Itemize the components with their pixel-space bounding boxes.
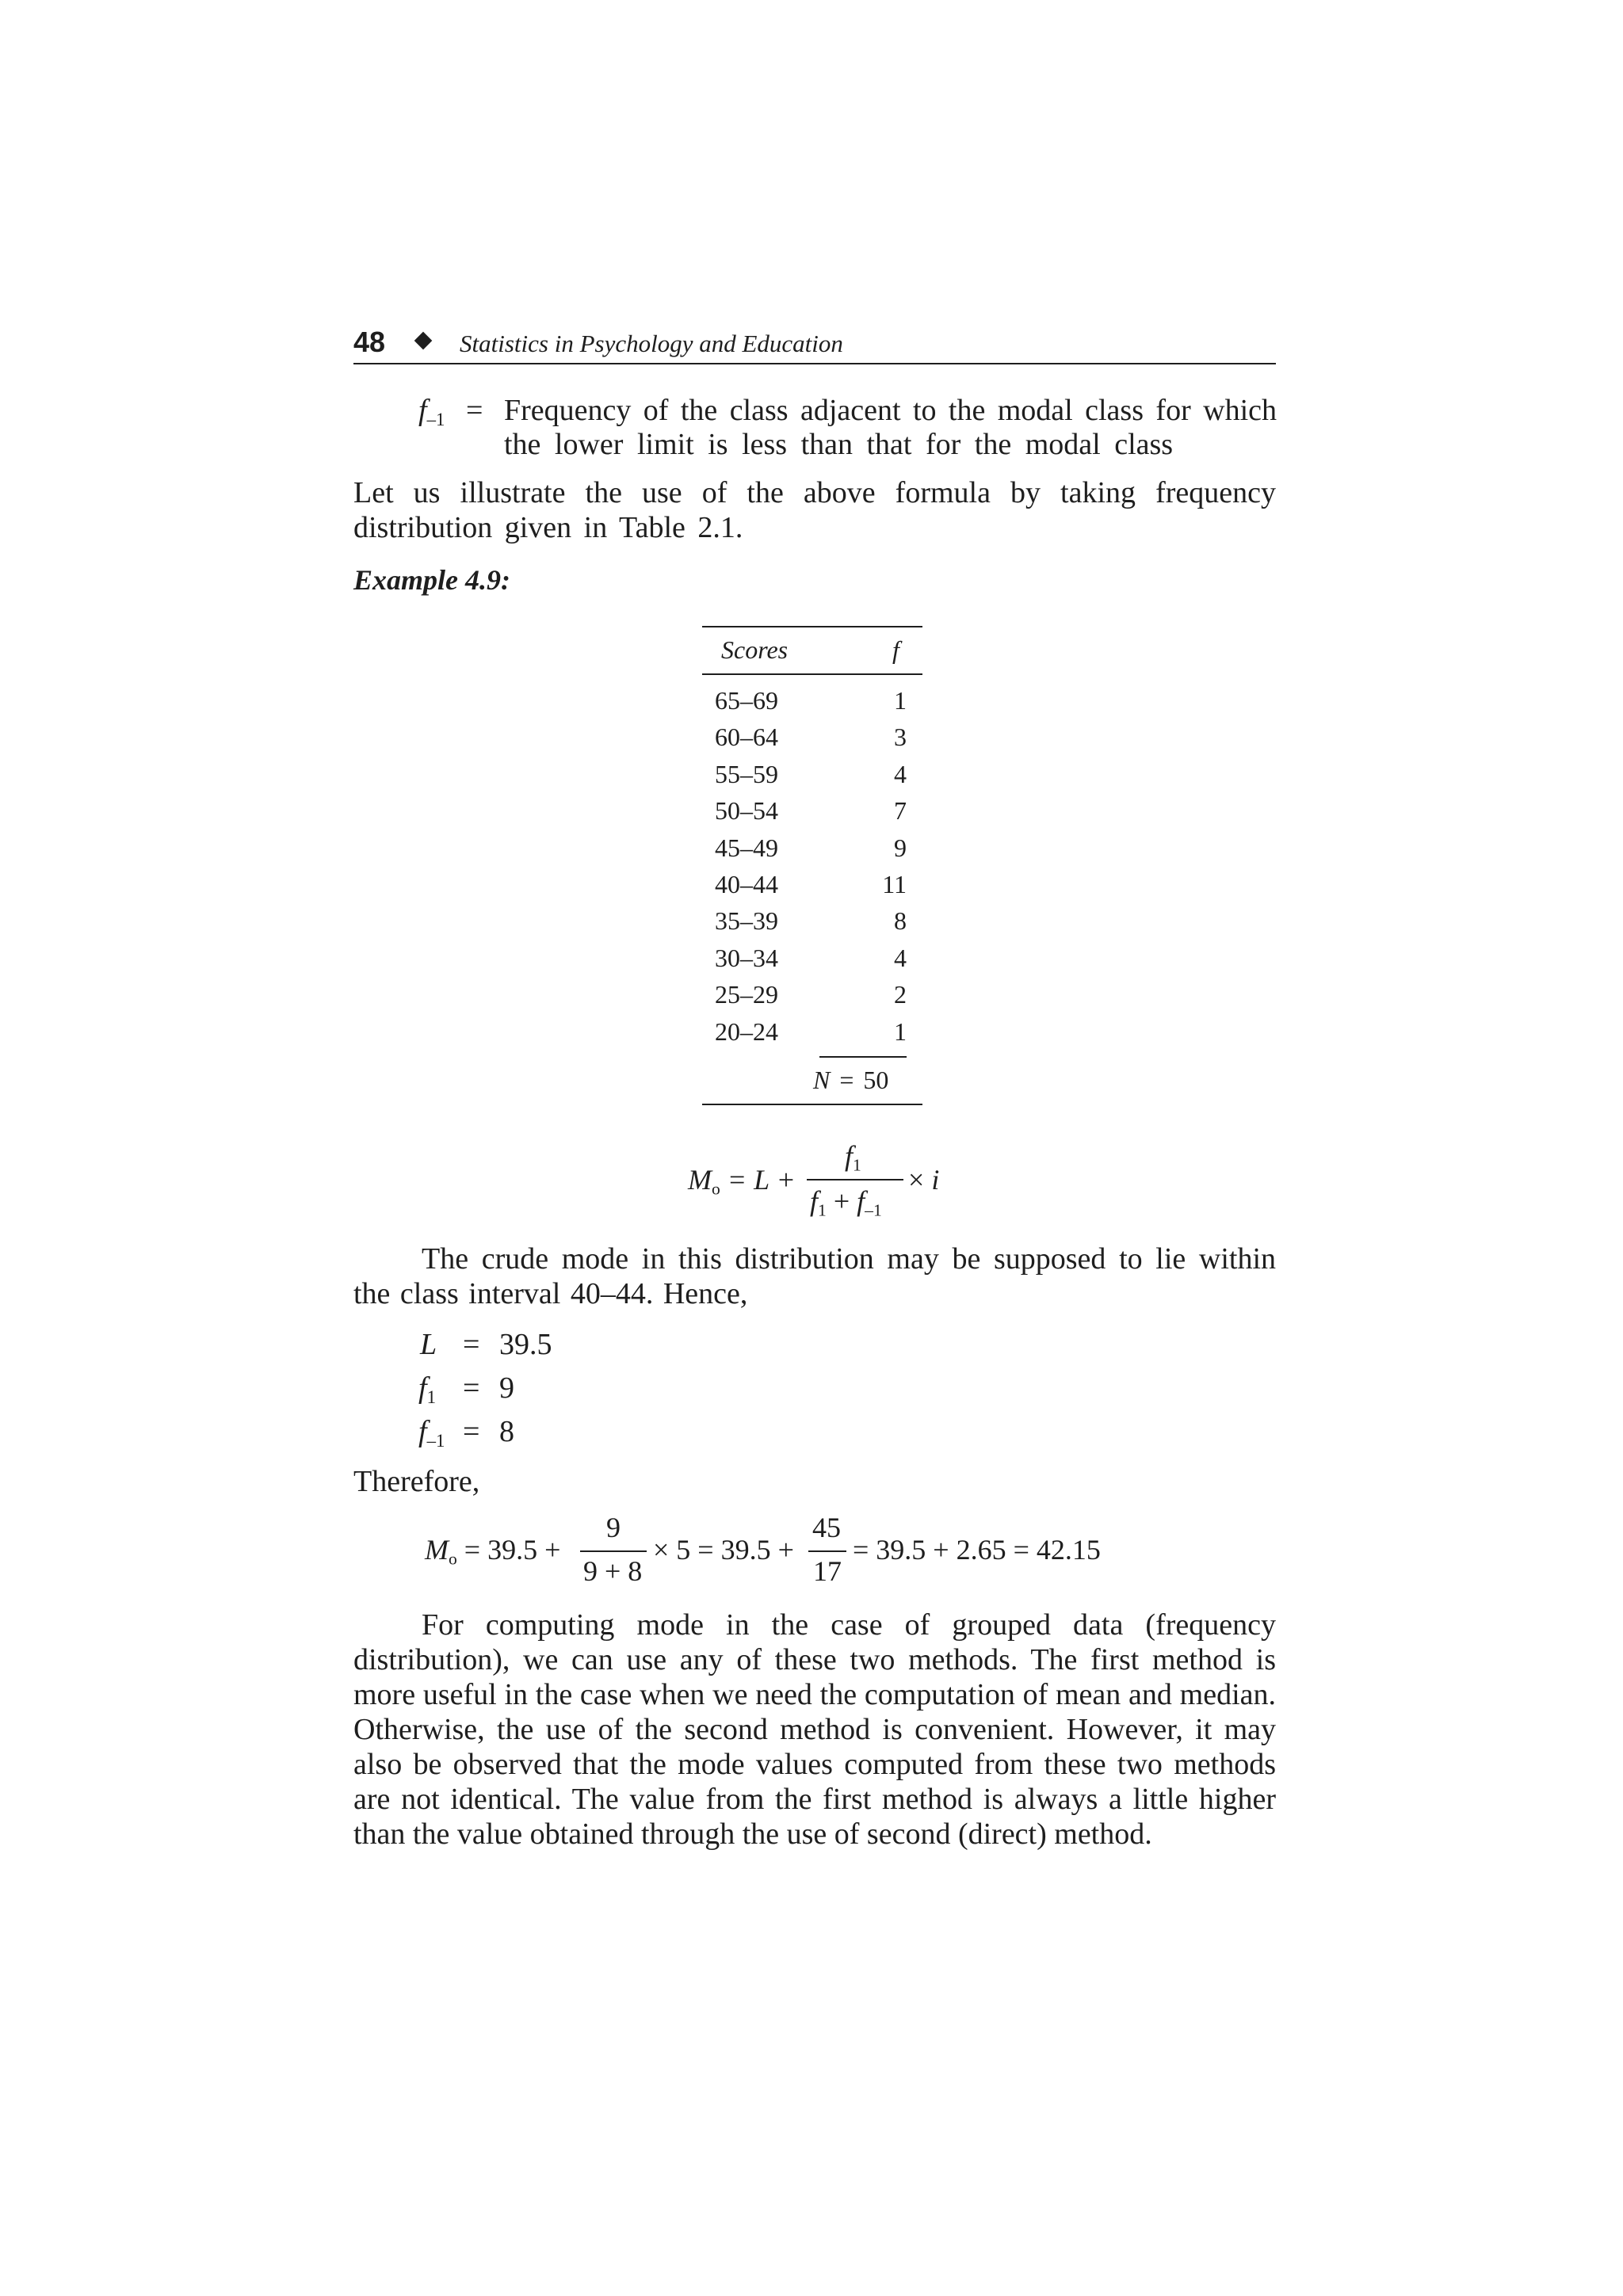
calc-fraction2-denominator: 17 — [813, 1555, 842, 1587]
table-row: 4 — [894, 943, 907, 972]
calc-part2: × 5 = 39.5 + — [653, 1534, 794, 1566]
formula-numerator: $f_1$ — [845, 1140, 861, 1175]
table-row: 40–44 — [715, 870, 778, 898]
total-rule — [819, 1056, 907, 1058]
table-row: 7 — [894, 796, 907, 826]
closing-paragraph: For computing mode in the case of grouped data (frequency distribution), we can use any of these two methods. The first method is more useful in the case when we need the computation of mean and median. Otherwise, the use of the second method is convenient. However, it may also be observed that the mode values computed from these two methods are not identical. The value from the first method is always a little higher than the value obtained through the use of second (direct) method. — [353, 1608, 1276, 1851]
table-row: 4 — [894, 759, 907, 788]
table-row: 3 — [894, 723, 907, 752]
page-number: 48 — [353, 326, 386, 358]
total-row: N = 50 — [813, 1066, 889, 1094]
calc-fraction1-denominator: 9 + 8 — [583, 1555, 643, 1587]
table-bottom-rule — [702, 1104, 922, 1105]
table-row: 2 — [894, 980, 907, 1009]
calc-fraction2-bar — [808, 1550, 846, 1552]
value-L-equals: = — [463, 1328, 480, 1361]
value-f-1-number: 8 — [499, 1415, 514, 1448]
definition-equals: = — [466, 394, 483, 427]
mode-formula-lhs: $M_o = L$ + — [688, 1164, 796, 1199]
calc-fraction1-numerator: 9 — [606, 1512, 621, 1543]
table-row: 60–64 — [715, 723, 778, 752]
table-row: 30–34 — [715, 943, 778, 972]
table-row: 25–29 — [715, 980, 778, 1009]
therefore-text: Therefore, — [353, 1465, 480, 1498]
table-header-rule — [702, 673, 922, 675]
table-row: 9 — [894, 833, 907, 862]
crude-mode-paragraph: The crude mode in this distribution may be supposed to lie within the class interval 40–44. Hence, — [353, 1242, 1276, 1310]
calc-fraction1-bar — [580, 1550, 647, 1552]
value-f1-equals: = — [463, 1371, 480, 1405]
table-row: 1 — [894, 686, 907, 715]
definition-symbol: $f_{-1}$ — [418, 394, 445, 429]
table-row: 1 — [894, 1016, 907, 1046]
value-L-number: 39.5 — [499, 1328, 552, 1361]
column-header-scores: Scores — [721, 635, 789, 664]
table-row: 11 — [882, 870, 907, 898]
calc-lhs: $M_o = 39.5$ + — [425, 1534, 561, 1569]
table-row: 35–39 — [715, 906, 778, 936]
table-row: 45–49 — [715, 833, 778, 862]
value-f1: $f_1$ — [418, 1371, 436, 1407]
intro-paragraph: Let us illustrate the use of the above formula by taking frequency distribution given in Table 2.1. — [353, 476, 1276, 544]
table-top-rule — [702, 626, 922, 627]
diamond-icon — [414, 332, 433, 350]
value-f-1-equals: = — [463, 1415, 480, 1448]
table-row: 50–54 — [715, 796, 778, 826]
formula-fraction-bar — [807, 1179, 903, 1180]
calc-result: = 39.5 + 2.65 = 42.15 — [853, 1534, 1101, 1566]
formula-rhs: × i — [908, 1164, 940, 1196]
value-f1-number: 9 — [499, 1371, 514, 1405]
example-label: Example 4.9: — [353, 564, 510, 596]
running-title: Statistics in Psychology and Education — [460, 330, 843, 357]
table-row: 55–59 — [715, 759, 778, 788]
formula-denominator: $f_1 + f_{-1}$ — [810, 1185, 882, 1220]
table-row: 65–69 — [715, 686, 778, 715]
table-row: 20–24 — [715, 1016, 778, 1046]
value-f-1: $f_{-1}$ — [418, 1415, 445, 1451]
table-row: 8 — [894, 906, 907, 936]
column-header-f: f — [892, 635, 899, 664]
value-L: L — [420, 1328, 437, 1361]
definition-text-line1: Frequency of the class adjacent to the modal class for which — [504, 394, 1277, 427]
definition-text-line2: the lower limit is less than that for the modal class — [504, 428, 1174, 461]
header-rule — [353, 363, 1276, 364]
calc-fraction2-numerator: 45 — [812, 1512, 841, 1543]
